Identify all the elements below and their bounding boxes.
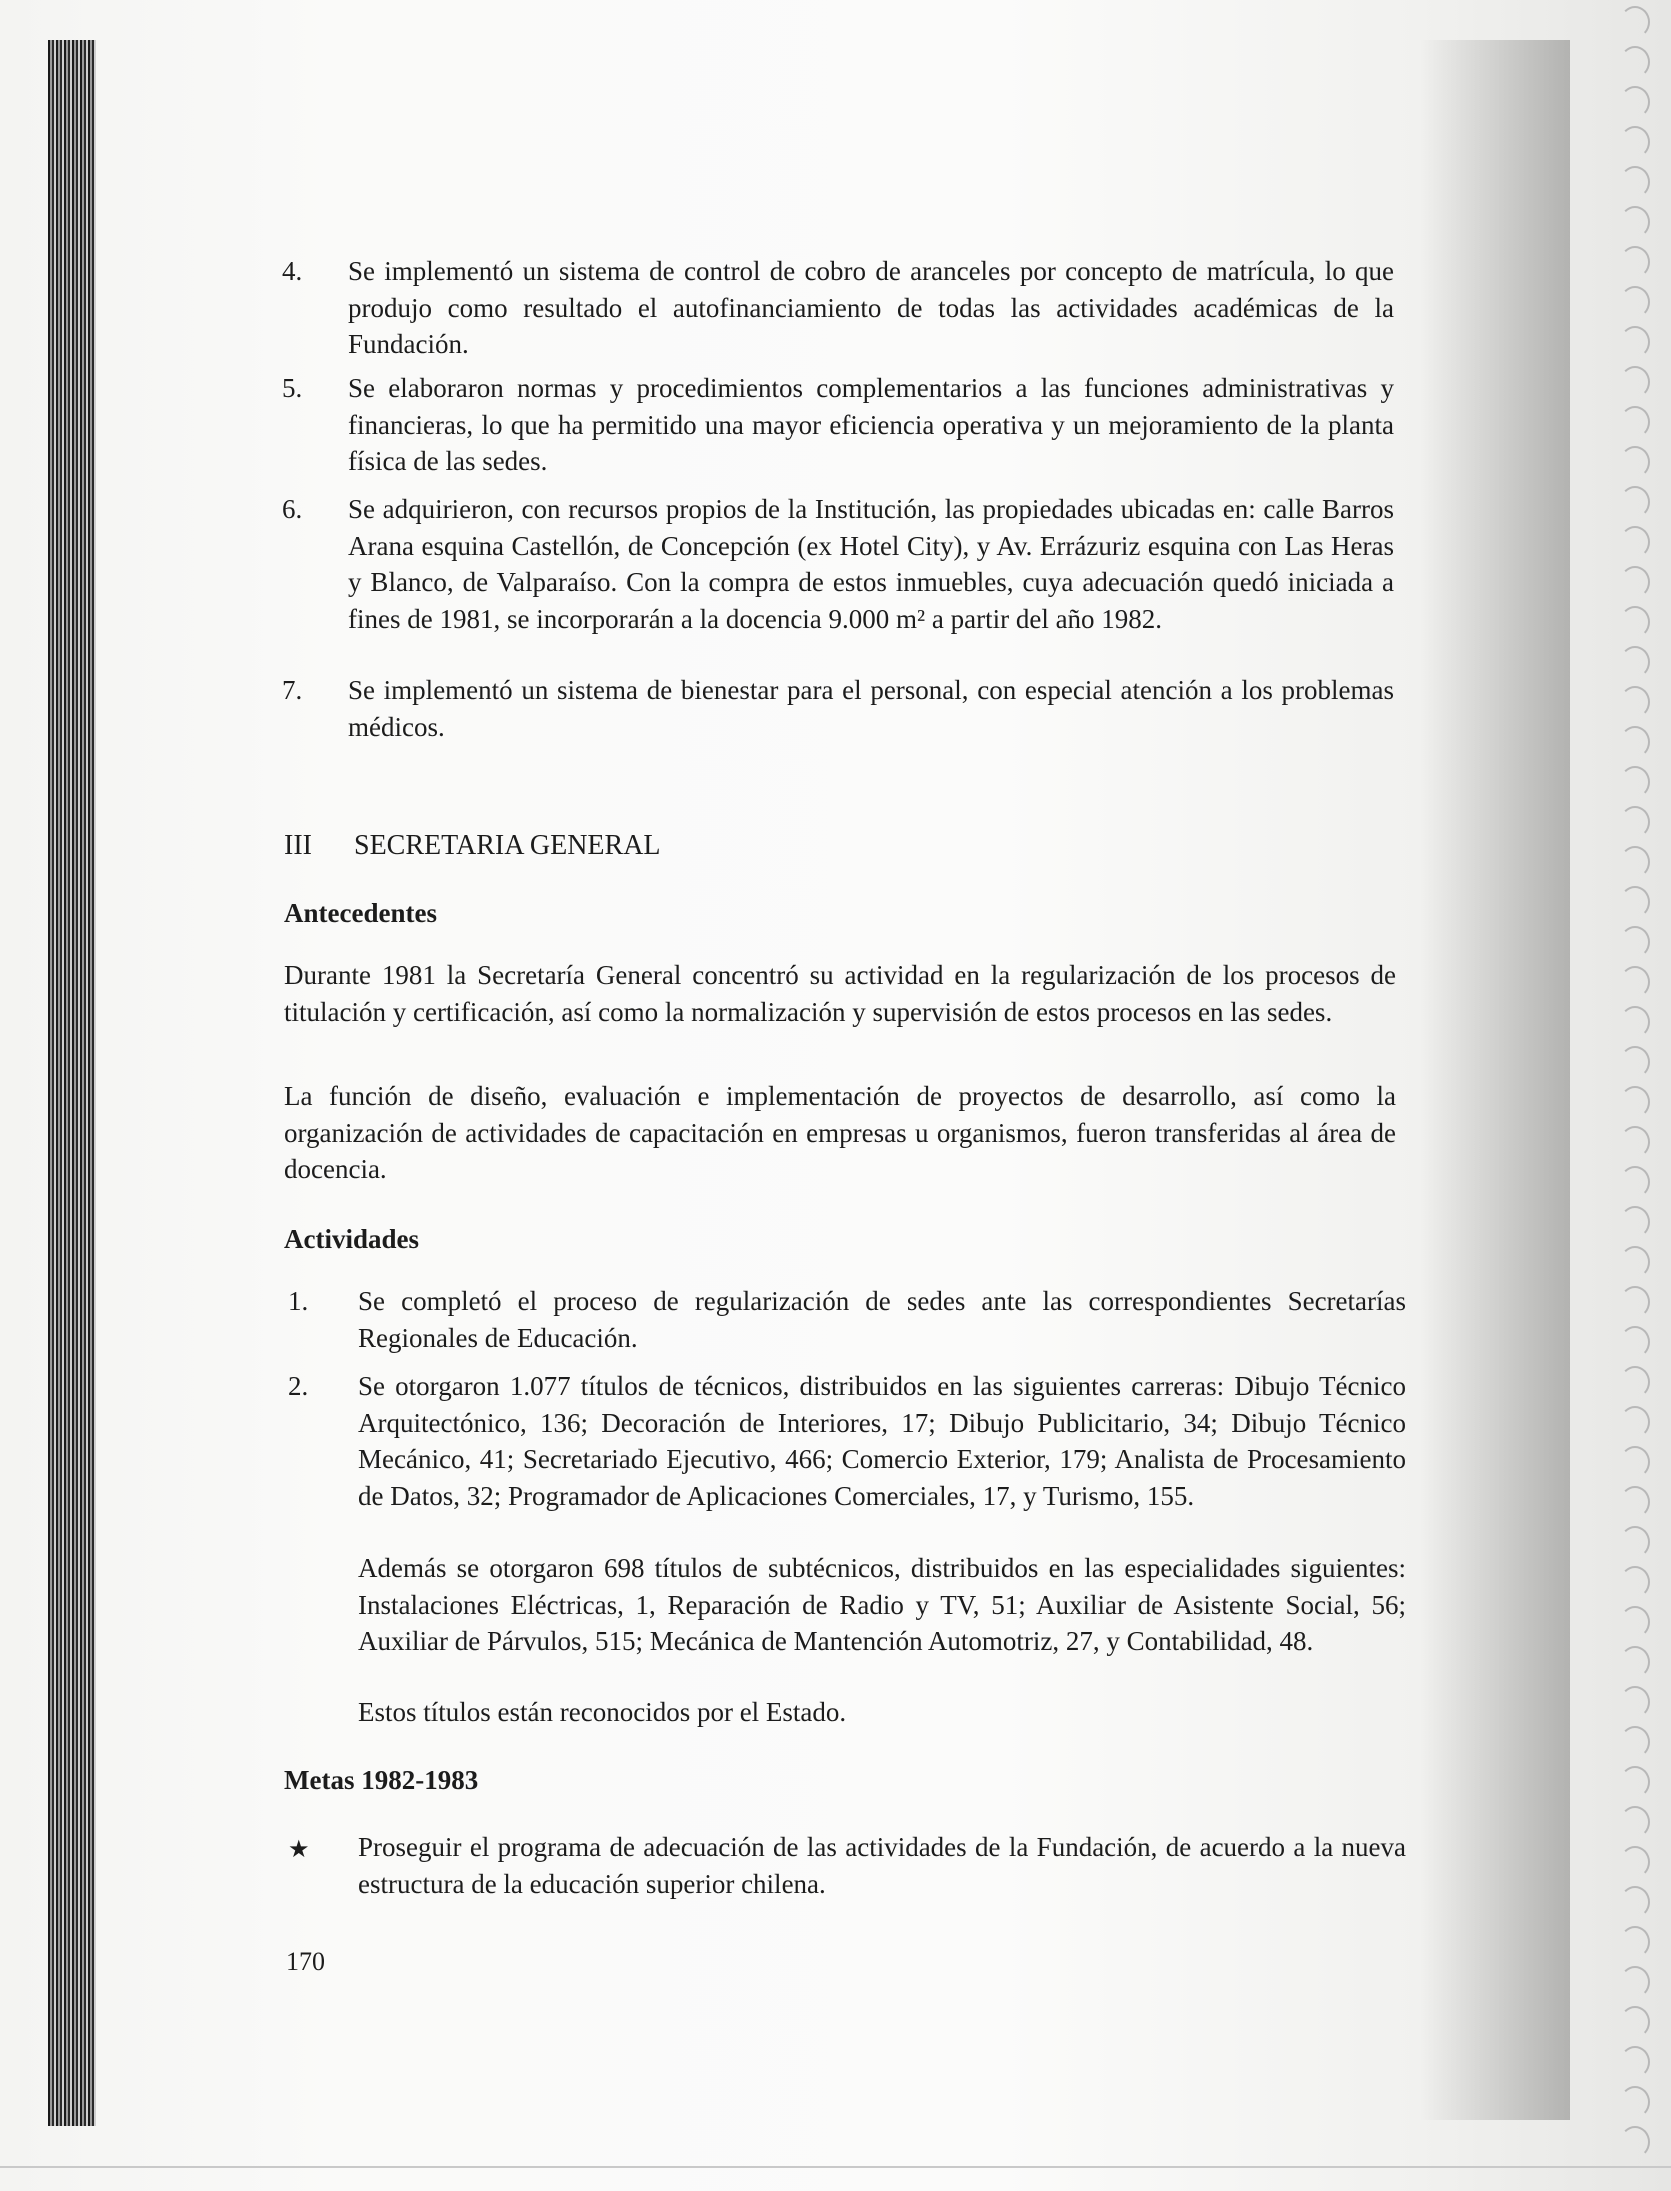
metas-heading: Metas 1982-1983 — [284, 1765, 479, 1795]
item-number: 2. — [288, 1371, 309, 1401]
closing-sentence: Estos títulos están reconocidos por el Estado. — [358, 1697, 847, 1727]
antecedentes-heading: Antecedentes — [284, 898, 437, 928]
item-text: Se adquirieron, con recursos propios de la Institución, las propiedades ubicadas en: calle Barros Arana esquina Castellón, de Concepción (ex Hotel City), y Av. Errázuriz esquina con Las Heras y Blanco, de Valparaíso. Con la compra de estos inmuebles, cuya adecuación quedó iniciada a fines de 1981, se incorporarán a la docencia 9.000 m² a partir del año 1982. — [348, 494, 1394, 634]
subtecnicos-paragraph: Además se otorgaron 698 títulos de subtécnicos, distribuidos en las especialidades siguientes: Instalaciones Eléctricas, 1, Reparación de Radio y TV, 51; Auxiliar de Asistente Social, 56; Auxiliar de Párvulos, 515; Mecánica de Mantención Automotriz, 27, y Contabilidad, 48. — [358, 1553, 1406, 1656]
antecedentes-paragraph: Durante 1981 la Secretaría General concentró su actividad en la regularización de los procesos de titulación y certificación, así como la normalización y supervisión de estos procesos en las sedes. — [284, 960, 1396, 1027]
actividades-heading: Actividades — [284, 1224, 419, 1254]
page-number: 170 — [286, 1947, 325, 1976]
item-text: Se completó el proceso de regularización de sedes ante las correspondientes Secretarías Regionales de Educación. — [358, 1286, 1406, 1353]
metas-text: Proseguir el programa de adecuación de las actividades de la Fundación, de acuerdo a la nueva estructura de la educación superior chilena. — [358, 1832, 1406, 1899]
item-number: 6. — [282, 494, 303, 524]
item-number: 7. — [282, 675, 303, 705]
section-numeral: III — [284, 830, 312, 861]
item-number: 5. — [282, 373, 303, 403]
item-number: 4. — [282, 256, 303, 286]
item-text: Se elaboraron normas y procedimientos complementarios a las funciones administrativas y financieras, lo que ha permitido una mayor eficiencia operativa y un mejoramiento de la planta física de las sedes. — [348, 373, 1394, 476]
item-text: Se implementó un sistema de control de cobro de aranceles por concepto de matrícula, lo que produjo como resultado el autofinanciamiento de todas las actividades académicas de la Fundación. — [348, 256, 1394, 359]
antecedentes-paragraph: La función de diseño, evaluación e implementación de proyectos de desarrollo, así como la organización de actividades de capacitación en empresas u organismos, fueron transferidas al área de docencia. — [284, 1081, 1396, 1184]
star-bullet-icon: ★ — [288, 1837, 310, 1863]
section-title: SECRETARIA GENERAL — [354, 830, 661, 861]
item-text: Se otorgaron 1.077 títulos de técnicos, distribuidos en las siguientes carreras: Dibujo Técnico Arquitectónico, 136; Decoración de Interiores, 17; Dibujo Publicitario, 34; Dibujo Técnico Mecánico, 41; Secretariado Ejecutivo, 466; Comercio Exterior, 179; Analista de Procesamiento de Datos, 32; Programador de Aplicaciones Comerciales, 17, y Turismo, 155. — [358, 1371, 1406, 1511]
item-text: Se implementó un sistema de bienestar para el personal, con especial atención a los problemas médicos. — [348, 675, 1394, 742]
item-number: 1. — [288, 1286, 309, 1316]
